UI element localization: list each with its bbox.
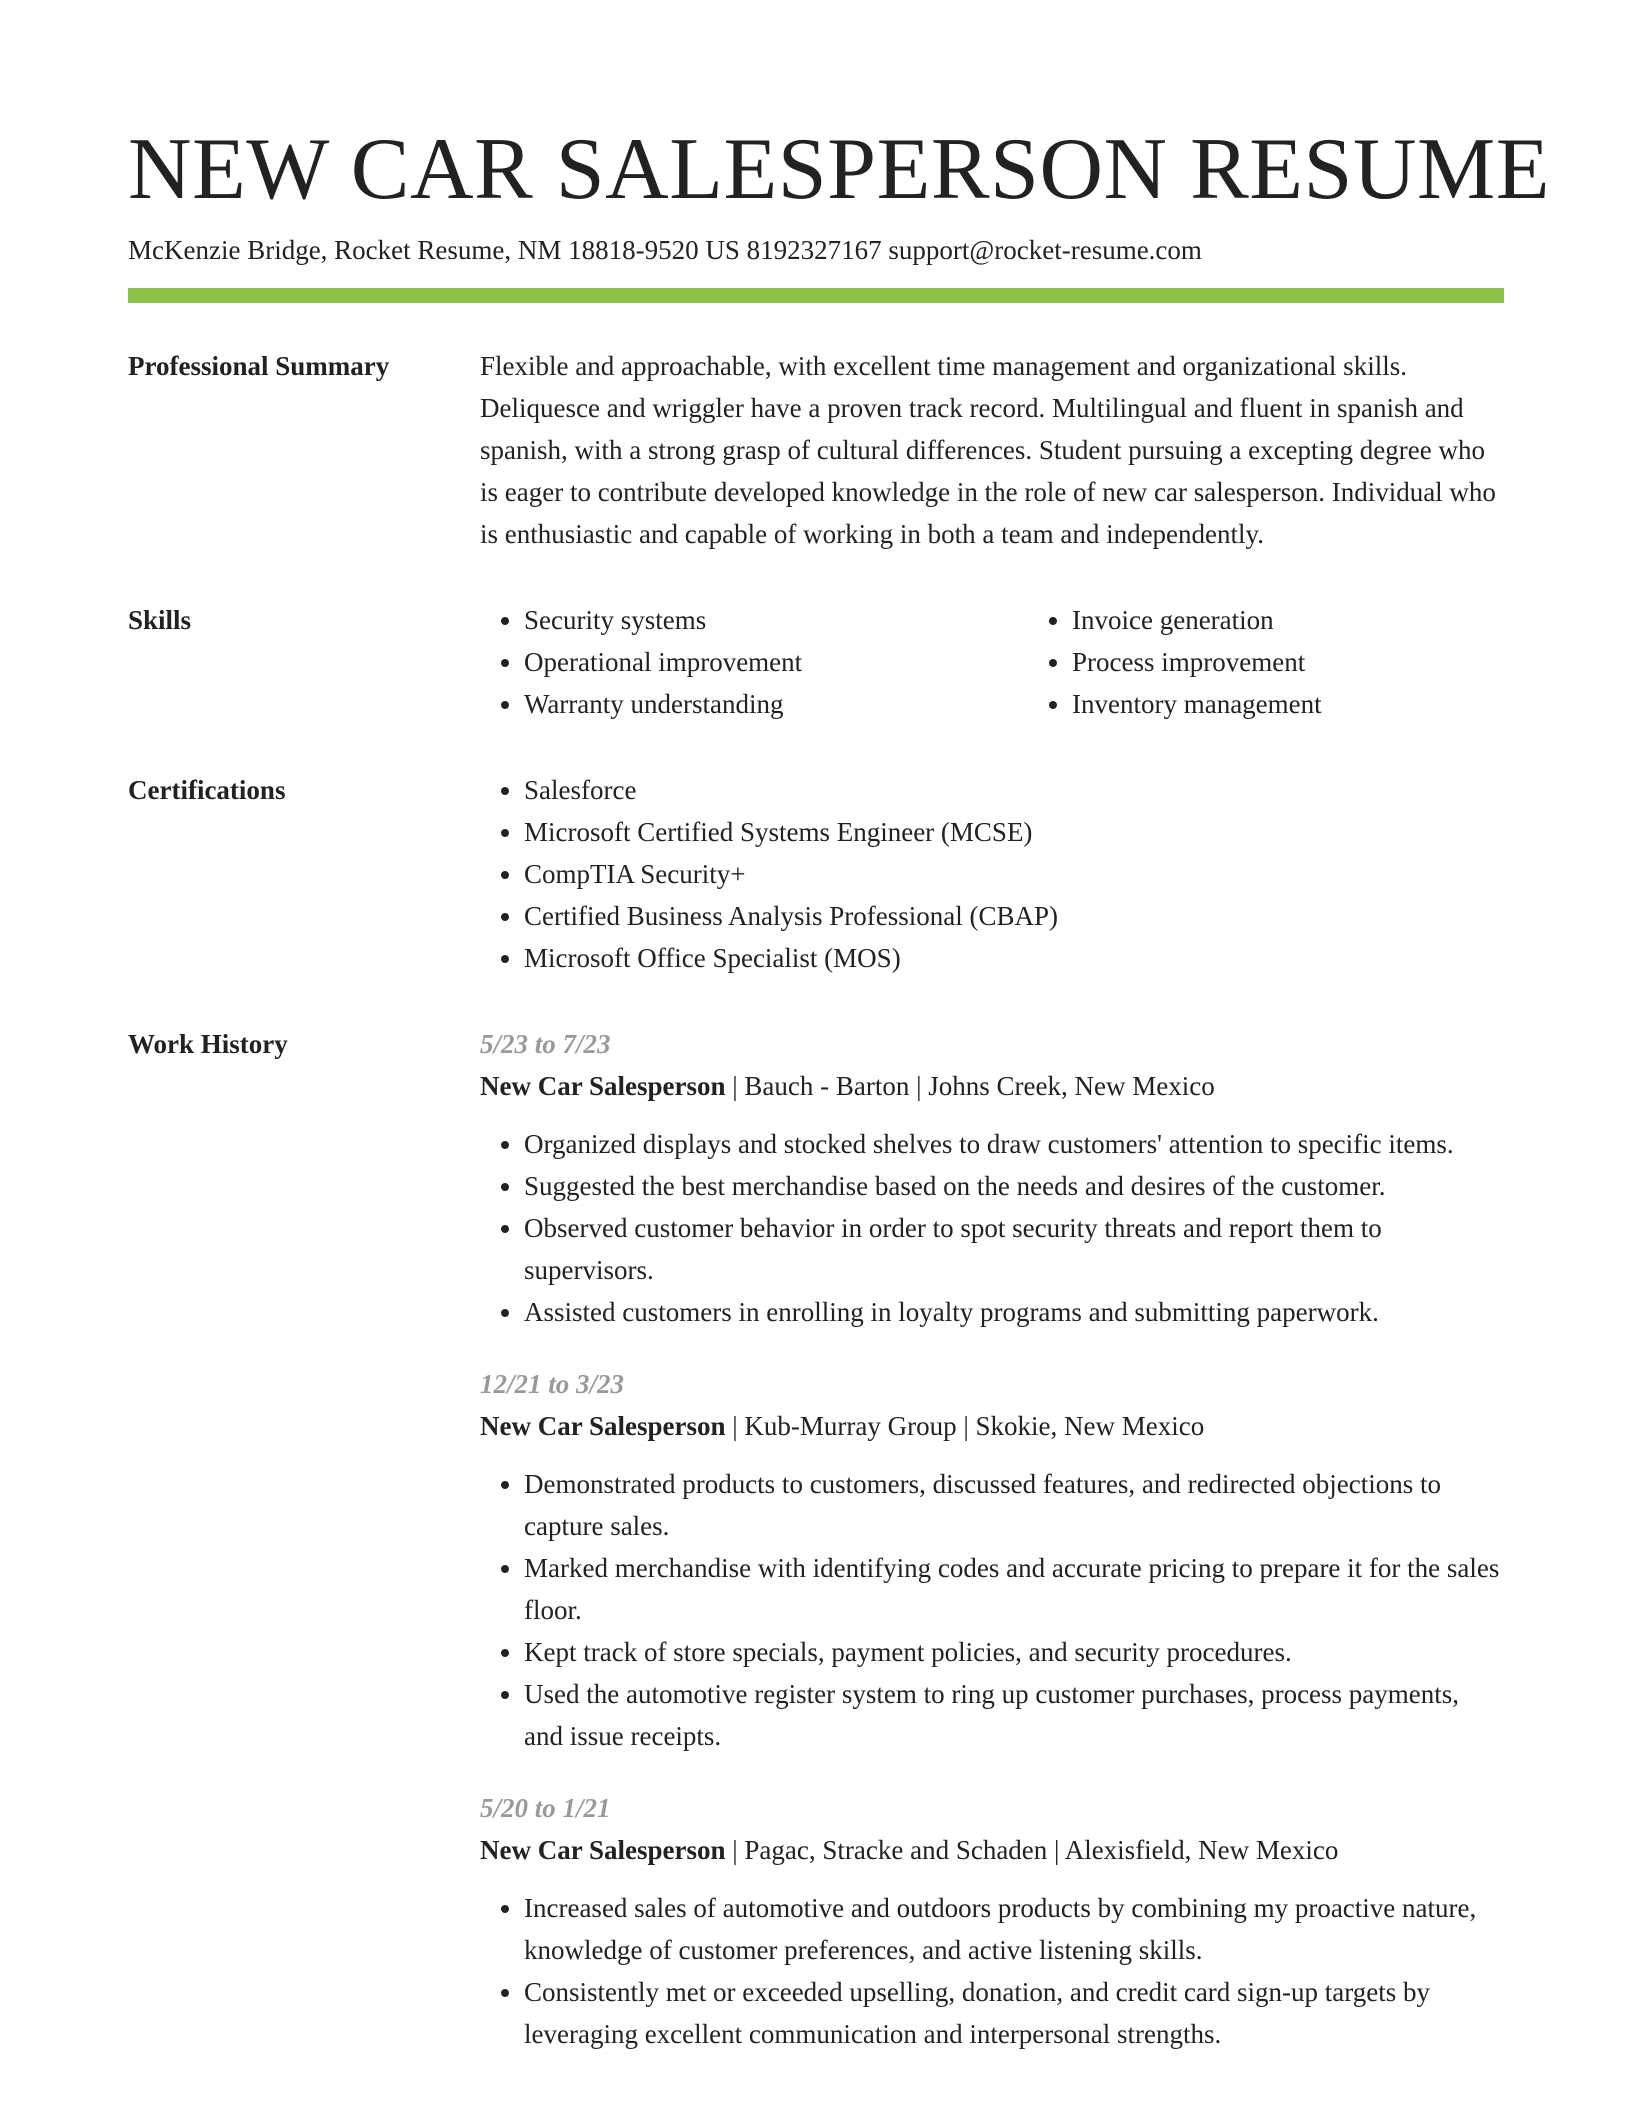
job-bullet: • Increased sales of automotive and outdoors products by combining my proactive nature, knowledge of customer preferences, and active listening skills.: [524, 1887, 1504, 1971]
skill-item: • Process improvement: [1072, 641, 1576, 683]
work-history-section: [128, 1023, 1504, 2085]
skills-section: [128, 599, 1504, 725]
job-bullet: • Suggested the best merchandise based on the needs and desires of the customer.: [524, 1165, 1504, 1207]
certification-item: • Microsoft Office Specialist (MOS): [524, 937, 1504, 979]
job-details: | Pagac, Stracke and Schaden | Alexisfield, New Mexico: [725, 1835, 1339, 1865]
resume-page: [128, 120, 1551, 2085]
skill-item: • Invoice generation: [1072, 599, 1576, 641]
skill-item: • Operational improvement: [524, 641, 1028, 683]
skill-item: • Security systems: [524, 599, 1028, 641]
summary-text: Flexible and approachable, with excellent time management and organizational skills. Deliquesce and wriggler have a proven track record. Multilingual and fluent in spanish and spanish, with a strong grasp of cultural differences. Student pursuing a excepting degree who is eager to contribute developed knowledge in the role of new car salesperson. Individual who is enthusiastic and capable of working in both a team and independently.: [480, 351, 1496, 549]
job-details: | Kub-Murray Group | Skokie, New Mexico: [725, 1411, 1205, 1441]
job-details: | Bauch - Barton | Johns Creek, New Mexico: [725, 1071, 1215, 1101]
certification-item: • CompTIA Security+: [524, 853, 1504, 895]
certification-item: • Certified Business Analysis Professional (CBAP): [524, 895, 1504, 937]
summary-section: [128, 345, 1504, 555]
job-dates: 5/20 to 1/21: [480, 1793, 611, 1823]
skills-list-right: [1028, 599, 1576, 725]
certification-item: • Salesforce: [524, 769, 1504, 811]
contact-line: McKenzie Bridge, Rocket Resume, NM 18818-9520 US 8192327167 support@rocket-resume.com: [128, 235, 1202, 265]
job-bullet: • Demonstrated products to customers, discussed features, and redirected objections to capture sales.: [524, 1463, 1504, 1547]
job-bullets: [480, 1463, 1504, 1757]
job-bullet: • Used the automotive register system to ring up customer purchases, process payments, and issue receipts.: [524, 1673, 1504, 1757]
job-entry: [480, 1787, 1504, 2055]
certifications-list: [480, 769, 1504, 979]
job-title: New Car Salesperson: [480, 1071, 726, 1101]
job-bullet: • Consistently met or exceeded upselling, donation, and credit card sign-up targets by leveraging excellent communication and interpersonal strengths.: [524, 1971, 1504, 2055]
job-dates: 12/21 to 3/23: [480, 1369, 625, 1399]
certifications-heading: Certifications: [128, 775, 286, 805]
job-bullet: • Observed customer behavior in order to spot security threats and report them to supervisors.: [524, 1207, 1504, 1291]
page-title: NEW CAR SALESPERSON RESUME: [128, 121, 1551, 218]
job-bullets: [480, 1887, 1504, 2055]
skill-item: • Warranty understanding: [524, 683, 1028, 725]
job-bullet: • Marked merchandise with identifying codes and accurate pricing to prepare it for the sales floor.: [524, 1547, 1504, 1631]
job-title: New Car Salesperson: [480, 1835, 726, 1865]
job-line: [480, 1405, 1504, 1447]
job-title: New Car Salesperson: [480, 1411, 726, 1441]
skills-heading: Skills: [128, 605, 192, 635]
job-bullet: • Assisted customers in enrolling in loyalty programs and submitting paperwork.: [524, 1291, 1504, 1333]
certification-item: • Microsoft Certified Systems Engineer (MCSE): [524, 811, 1504, 853]
job-entry: [480, 1363, 1504, 1757]
job-bullet: • Organized displays and stocked shelves to draw customers' attention to specific items.: [524, 1123, 1504, 1165]
certifications-section: [128, 769, 1504, 979]
summary-heading: Professional Summary: [128, 351, 390, 381]
skills-list-left: [480, 599, 1028, 725]
job-bullet: • Kept track of store specials, payment policies, and security procedures.: [524, 1631, 1504, 1673]
job-bullets: [480, 1123, 1504, 1333]
skill-item: • Inventory management: [1072, 683, 1576, 725]
job-dates: 5/23 to 7/23: [480, 1029, 611, 1059]
accent-divider: [128, 288, 1504, 303]
job-line: [480, 1829, 1504, 1871]
job-line: [480, 1065, 1504, 1107]
job-entry: [480, 1023, 1504, 1333]
work-history-heading: Work History: [128, 1029, 288, 1059]
